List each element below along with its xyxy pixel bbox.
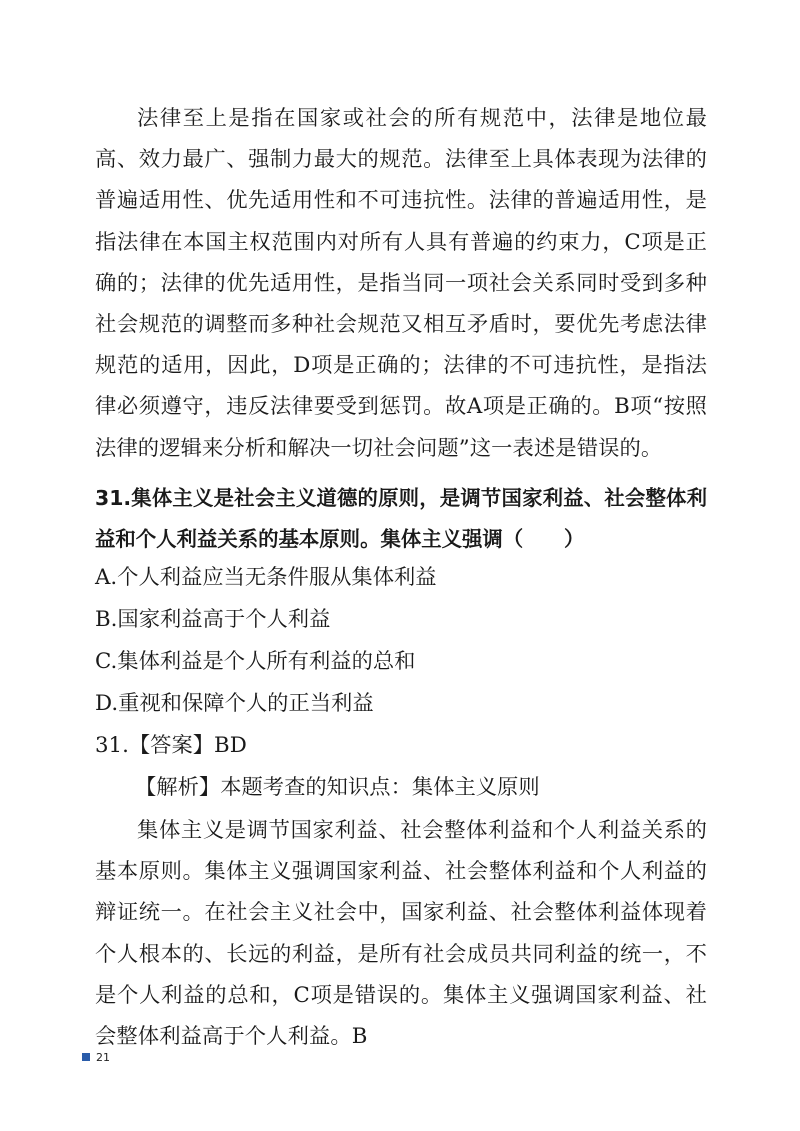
answer-line: 31.【答案】BD <box>95 733 247 758</box>
option-b: B.国家利益高于个人利益 <box>95 607 331 632</box>
option-d: D.重视和保障个人的正当利益 <box>95 691 374 716</box>
footer-square-icon <box>82 1053 90 1061</box>
page-footer <box>82 1050 110 1064</box>
analysis-body: 集体主义是调节国家利益、社会整体利益和个人利益关系的基本原则。集体主义强调国家利益、社会整体利益和个人利益的辩证统一。在社会主义社会中，国家利益、社会整体利益体现着个人根本的、长远的利益，是所有社会成员共同利益的统一，不是个人利益的总和，C项是错误的。集体主义强调国家利益、社会整体利益高于个人利益。B <box>95 818 707 1050</box>
option-c: C.集体利益是个人所有利益的总和 <box>95 649 416 674</box>
previous-explanation: 法律至上是指在国家或社会的所有规范中，法律是地位最高、效力最广、强制力最大的规范。法律至上具体表现为法律的普遍适用性、优先适用性和不可违抗性。法律的普遍适用性，是指法律在本国主权范围内对所有人具有普遍的约束力，C项是正确的；法律的优先适用性，是指当同一项社会关系同时受到多种社会规范的调整而多种社会规范又相互矛盾时，要优先考虑法律规范的适用，因此，D项是正确的；法律的不可违抗性，是指法律必须遵守，违反法律要受到惩罚。故A项是正确的。B项“按照法律的逻辑来分析和解决一切社会问题”这一表述是错误的。 <box>95 106 707 461</box>
option-a: A.个人利益应当无条件服从集体利益 <box>95 565 437 590</box>
question-31-stem: 31.集体主义是社会主义道德的原则，是调节国家利益、社会整体利益和个人利益关系的基本原则。集体主义强调（ ） <box>95 486 707 551</box>
page-number: 21 <box>96 1050 110 1064</box>
analysis-heading: 【解析】本题考查的知识点：集体主义原则 <box>135 775 540 800</box>
